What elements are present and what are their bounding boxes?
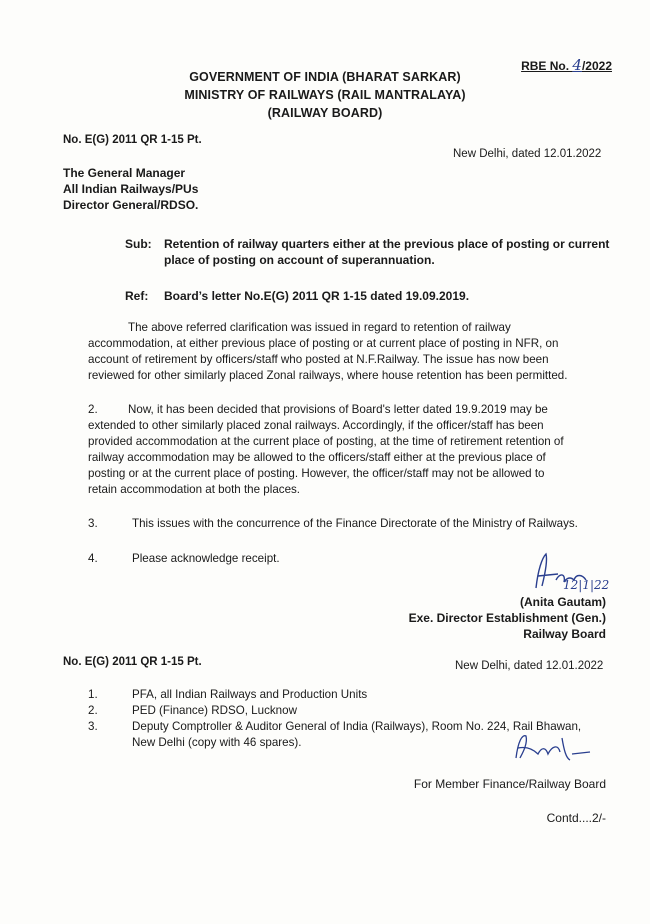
list-item: 2. PED (Finance) RDSO, Lucknow (88, 704, 297, 717)
reference-text: Board’s letter No.E(G) 2011 QR 1-15 dated 19.09.2019. (164, 289, 470, 303)
signature-date: 12|1|22 (563, 578, 610, 592)
reference-label: Ref: (125, 289, 149, 303)
addressee-line: All Indian Railways/PUs (63, 182, 199, 196)
rbe-number-handwritten: 4 (572, 56, 582, 74)
for-member-finance: For Member Finance/Railway Board (413, 777, 606, 791)
place-date: New Delhi, dated 12.01.2022 (453, 148, 602, 160)
signature-image (528, 550, 618, 600)
header-line-2: MINISTRY OF RAILWAYS (RAIL MANTRALAYA) (184, 88, 466, 102)
copy-list (88, 687, 581, 751)
paragraph-4: 4. Please acknowledge receipt. (88, 552, 280, 565)
signatory-org: Railway Board (523, 627, 606, 641)
paragraph-3: 3. This issues with the concurrence of the Finance Directorate of the Ministry of Railways. (88, 517, 578, 530)
rbe-number: RBE No. 4/2022 (521, 56, 612, 74)
signatory-block (409, 594, 606, 642)
copy-file-number: No. E(G) 2011 QR 1-15 Pt. (63, 656, 202, 668)
signatory-name: (Anita Gautam) (519, 595, 606, 609)
copy-place-date: New Delhi, dated 12.01.2022 (455, 660, 604, 672)
subject-text: Retention of railway quarters either at the previous place of posting or current place of posting on account of superannuation. (164, 237, 610, 267)
signatory-designation: Exe. Director Establishment (Gen.) (408, 611, 606, 625)
signature-image (510, 728, 600, 768)
paragraph-1: The above referred clarification was issued in regard to retention of railway accommodation, at either previous place of posting or at current place of posting in NFR, on account of retirement by officers/staff who posted at N.F.Railway. The issue has now been reviewed for other similarly placed Zonal railways, where house retention has been permitted. (88, 321, 568, 382)
list-item: 1. PFA, all Indian Railways and Production Units (88, 688, 368, 701)
addressee-line: Director General/RDSO. (63, 198, 199, 212)
file-number: No. E(G) 2011 QR 1-15 Pt. (63, 134, 202, 146)
list-item-continued: New Delhi (copy with 46 spares). (132, 736, 302, 749)
addressee (63, 165, 198, 213)
continued-note: Contd....2/- (546, 811, 606, 825)
list-item: 3. Deputy Comptroller & Auditor General of India (Railways), Room No. 224, Rail Bhawan, (88, 720, 582, 733)
header-line-1: GOVERNMENT OF INDIA (BHARAT SARKAR) (189, 70, 461, 84)
header-line-3: (RAILWAY BOARD) (267, 106, 383, 120)
addressee-line: The General Manager (63, 166, 186, 180)
subject-label: Sub: (125, 237, 152, 251)
paragraph-2: 2. Now, it has been decided that provisions of Board's letter dated 19.9.2019 may be extended to other similarly placed zonal railways. Accordingly, if the officer/staff has been provided accommodation at the current place of posting, at the time of retirement retention of railway accommodation may be allowed to the officers/staff either at the previous place of posting or at the current place of posting. However, the officer/staff may not be allowed to retain accommodation at both the places. (88, 403, 564, 496)
